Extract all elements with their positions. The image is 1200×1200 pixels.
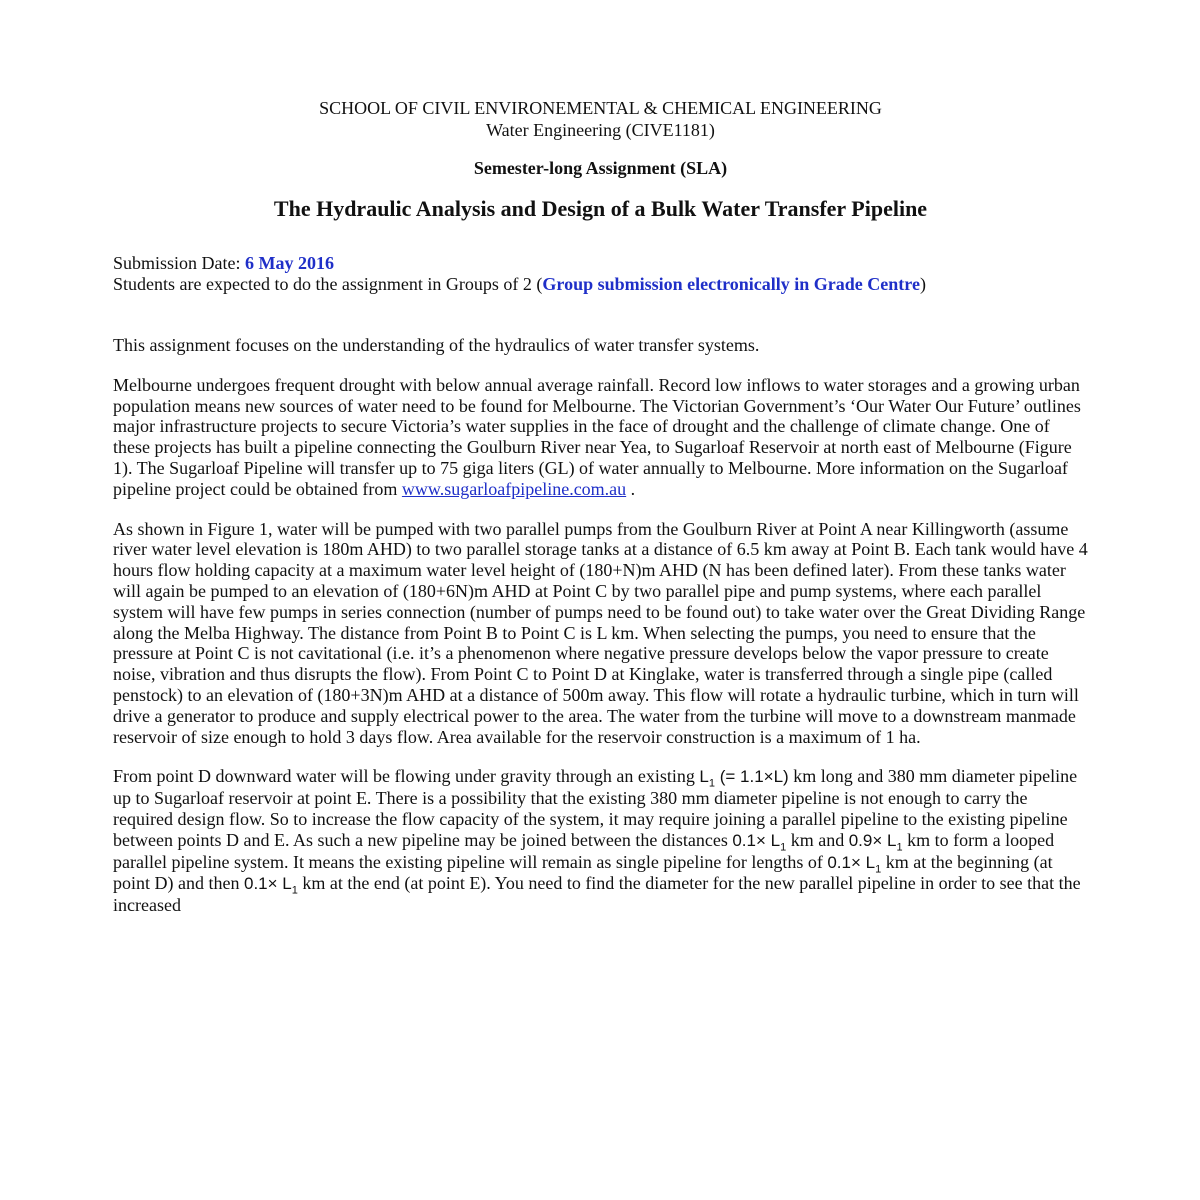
paragraph-gravity-pipeline — [113, 766, 1088, 916]
sugarloaf-pipeline-link[interactable]: www.sugarloafpipeline.com.au — [401, 478, 627, 499]
course-heading: Water Engineering (CIVE1181) — [486, 120, 715, 140]
group-submission-note: Group submission electronically in Grade Centre — [542, 274, 920, 294]
submission-date-label: Submission Date: — [113, 253, 246, 273]
assignment-type: Semester-long Assignment (SLA) — [473, 158, 728, 178]
para3-text-d: km to form a looped parallel pipeline system. It means the existing pipeline will remain as single pipeline for lengths of — [113, 829, 1055, 872]
l1-fraction-4: $0.1\times L_1$ — [243, 874, 298, 897]
para3-text-f: km at the end (at point E). You need to find the diameter for the new parallel pipeline in order to see that the increased — [113, 873, 1081, 916]
intro-paragraph: This assignment focuses on the understanding of the hydraulics of water transfer systems. — [113, 335, 760, 355]
school-heading: SCHOOL OF CIVIL ENVIRONEMENTAL & CHEMICAL ENGINEERING — [319, 98, 882, 118]
document-title: The Hydraulic Analysis and Design of a Bulk Water Transfer Pipeline — [273, 196, 928, 221]
paragraph-background — [113, 375, 1088, 500]
l1-fraction-1: $0.1\times L_1$ — [732, 830, 787, 854]
submission-block — [113, 253, 1088, 295]
group-info-text: Students are expected to do the assignment in Groups of 2 ( — [113, 274, 543, 294]
para3-text-e: km at the beginning (at point D) and then — [113, 851, 1053, 894]
l1-fraction-3: $0.1\times L_1$ — [827, 852, 882, 875]
page-content — [113, 97, 1088, 916]
para3-text-c: km and — [786, 829, 849, 850]
paragraph-background-end: . — [626, 478, 636, 499]
l1-fraction-2: $0.9\times L_1$ — [848, 830, 903, 854]
paragraph-system-description: As shown in Figure 1, water will be pumped with two parallel pumps from the Goulburn River at Point A near Killingworth (assume river water level elevation is 180m AHD) to two parallel storage tanks at a distance of 6.5 km away at Point B. Each tank would have 4 hours flow holding capacity at a maximum water level height of (180+N)m AHD (N has been defined later). From these tanks water will again be pumped to an elevation of (180+6N)m AHD at Point C by two parallel pipe and pump systems, where each parallel system will have few pumps in series connection (number of pumps need to be found out) to take water over the Great Dividing Range along the Melba Highway. The distance from Point B to Point C is L km. When selecting the pumps, you need to ensure that the pressure at Point C is not cavitational (i.e. it’s a phenomenon where negative pressure develops below the vapor pressure to create noise, vibration and thus disrupts the flow). From Point C to Point D at Kinglake, water is transferred through a single pipe (called penstock) to an elevation of (180+3N)m AHD at a distance of 500m away. This flow will rotate a hydraulic turbine, which in turn will drive a generator to produce and supply electrical power to the area. The water from the turbine will move to a downstream manmade reservoir of size enough to hold 3 days flow. Area available for the reservoir construction is a maximum of 1 ha. — [113, 518, 1088, 747]
group-info-line — [113, 274, 1088, 295]
para3-text-b: km long and 380 mm diameter pipeline up to Sugarloaf reservoir at point E. There is a possibility that the existing 380 mm diameter pipeline is not enough to carry the required design flow. So to increase the flow capacity of the system, it may require joining a parallel pipeline to the existing pipeline between points D and E. As such a new pipeline may be joined between the distances — [113, 766, 1078, 850]
para3-text-a: From point D downward water will be flowing under gravity through an existing — [113, 766, 700, 787]
submission-date-value: 6 May 2016 — [245, 253, 335, 273]
group-info-close: ) — [919, 274, 926, 294]
l1-symbol: $L_1$ (= 1.1×L) — [699, 767, 789, 790]
submission-date-line — [113, 253, 1088, 274]
paragraph-background-text: Melbourne undergoes frequent drought with below annual average rainfall. Record low inflows to water storages and a growing urban population means new sources of water need to be found for Melbourne. The Victorian Government’s ‘Our Water Our Future’ outlines major infrastructure projects to secure Victoria’s water supplies in the face of drought and the challenge of climate change. One of these projects has built a pipeline connecting the Goulburn River near Yea, to Sugarloaf Reservoir at north east of Melbourne (Figure 1). The Sugarloaf Pipeline will transfer up to 75 giga liters (GL) of water annually to Melbourne. More information on the Sugarloaf pipeline project could be obtained from — [113, 374, 1081, 499]
